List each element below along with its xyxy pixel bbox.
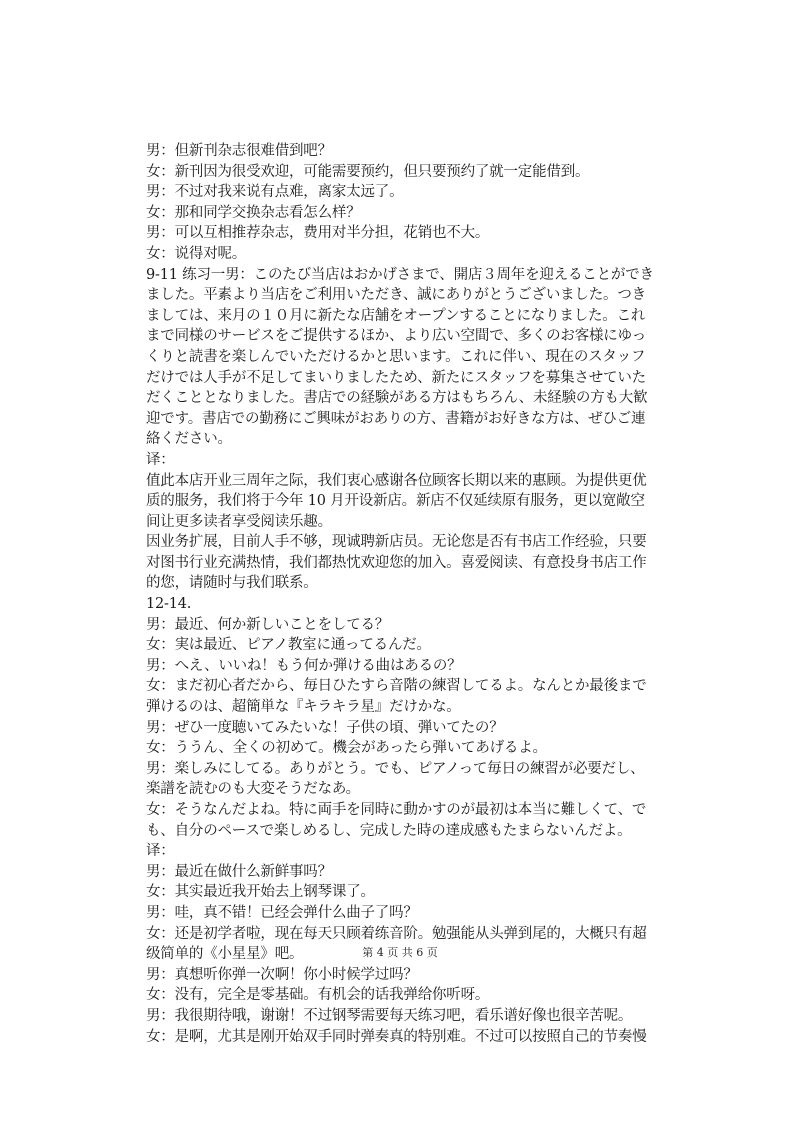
text-line: 因业务扩展，目前人手不够，现诚聘新店员。无论您是否有书店工作经验，只要 <box>146 534 647 551</box>
text-line: 间让更多读者享受阅读乐趣。 <box>146 513 332 530</box>
text-line: ましては、来月の１０月に新たな店舗をオープンすることになりました。これ <box>146 307 646 324</box>
text-line: も、自分のペースで楽しめるし、完成した時の達成感もたまらないんだよ。 <box>146 822 632 839</box>
text-line: 絡ください。 <box>146 431 232 448</box>
text-line: 男：ぜひ一度聴いてみたいな！子供の頃、弾いてたの？ <box>146 719 504 736</box>
text-line: 女：那和同学交换杂志看怎么样？ <box>146 204 361 221</box>
text-line: 女：まだ初心者だから、毎日ひたすら音階の練習してるよ。なんとか最後まで <box>146 678 647 695</box>
text-line: 女：そうなんだよね。特に両手を同時に動かすのが最初は本当に難しくて、で <box>146 802 647 818</box>
text-line: まで同様のサービスをご提供するほか、より広い空間で、多くのお客様にゆっ <box>146 328 647 345</box>
text-line: 对图书行业充满热情，我们都热忱欢迎您的加入。喜爱阅读、有意投身书店工作 <box>146 554 647 571</box>
text-line: 男：我很期待哦，谢谢！不过钢琴需要每天练习吧，看乐谱好像也很辛苦呢。 <box>146 1007 633 1024</box>
text-line: 女：说得对呢。 <box>146 245 247 262</box>
text-line: 男：へえ、いいね！もう何か弾ける曲はあるの？ <box>146 657 462 674</box>
text-line: 男：最近、何か新しいことをしてる？ <box>146 616 390 633</box>
text-line: 女：没有，完全是零基础。有机会的话我弹给你听呀。 <box>146 987 490 1004</box>
page-footer: 第 4 页 共 6 页 <box>362 946 438 959</box>
text-line: 弾けるのは、超簡単な『キラキラ星』だけかな。 <box>146 699 461 716</box>
text-line: 12-14. <box>146 596 192 613</box>
text-line: 男：楽しみにしてる。ありがとう。でも、ピアノって毎日の練習が必要だし、 <box>146 760 645 777</box>
text-line: 女：其实最近我开始去上钢琴课了。 <box>146 884 375 901</box>
text-line: 9-11 练习一男：このたび当店はおかげさまで、開店３周年を迎えることができ <box>146 266 654 283</box>
text-line: 楽譜を読むのも大変そうだなあ。 <box>146 781 360 798</box>
text-line: 级简单的《小星星》吧。 <box>146 946 304 963</box>
text-line: だくこととなりました。書店での経験がある方はもちろん、未経験の方も大歓 <box>146 390 648 407</box>
text-line: 女：ううん、全くの初めて。機会があったら弾いてあげるよ。 <box>146 740 547 757</box>
text-line: 男：真想听你弹一次啊！你小时候学过吗？ <box>146 966 418 983</box>
text-line: 男：哇，真不错！已经会弹什么曲子了吗？ <box>146 904 418 921</box>
document-body <box>146 141 676 1047</box>
text-line: 女：実は最近、ピアノ教室に通ってるんだ。 <box>146 637 431 654</box>
text-line: 质的服务，我们将于今年 10 月开设新店。新店不仅延续原有服务，更以宽敞空 <box>146 493 645 510</box>
text-line: 男：但新刊杂志很难借到吧？ <box>146 143 332 159</box>
text-line: 男：最近在做什么新鲜事吗？ <box>146 863 332 880</box>
text-line: 值此本店开业三周年之际，我们衷心感谢各位顾客长期以来的惠顾。为提供更优 <box>146 472 647 489</box>
text-line: 女：还是初学者啦，现在每天只顾着练音阶。勉强能从头弹到尾的，大概只有超 <box>146 925 647 942</box>
text-line: 译： <box>146 843 175 860</box>
text-line: だけでは人手が不足してまいりましたため、新たにスタッフを募集させていた <box>146 369 646 386</box>
text-line: くりと読書を楽しんでいただけるかと思います。これに伴い、現在のスタッフ <box>146 348 646 365</box>
text-line: 迎です。書店での勤務にご興味がおありの方、書籍がお好きな方は、ぜひご連 <box>146 410 646 427</box>
text-line: ました。平素より当店をご利用いただき、誠にありがとうございました。つき <box>146 287 646 304</box>
text-line: 女：新刊因为很受欢迎，可能需要预约，但只要预约了就一定能借到。 <box>146 163 590 180</box>
text-line: 女：是啊，尤其是刚开始双手同时弹奏真的特别难。不过可以按照自己的节奏慢 <box>146 1028 647 1045</box>
text-line: 的您，请随时与我们联系。 <box>146 575 318 592</box>
text-line: 男：可以互相推荐杂志，费用对半分担，花销也不大。 <box>146 225 490 242</box>
text-line: 译： <box>146 451 175 468</box>
text-line: 男：不过对我来说有点难，离家太远了。 <box>146 184 404 201</box>
